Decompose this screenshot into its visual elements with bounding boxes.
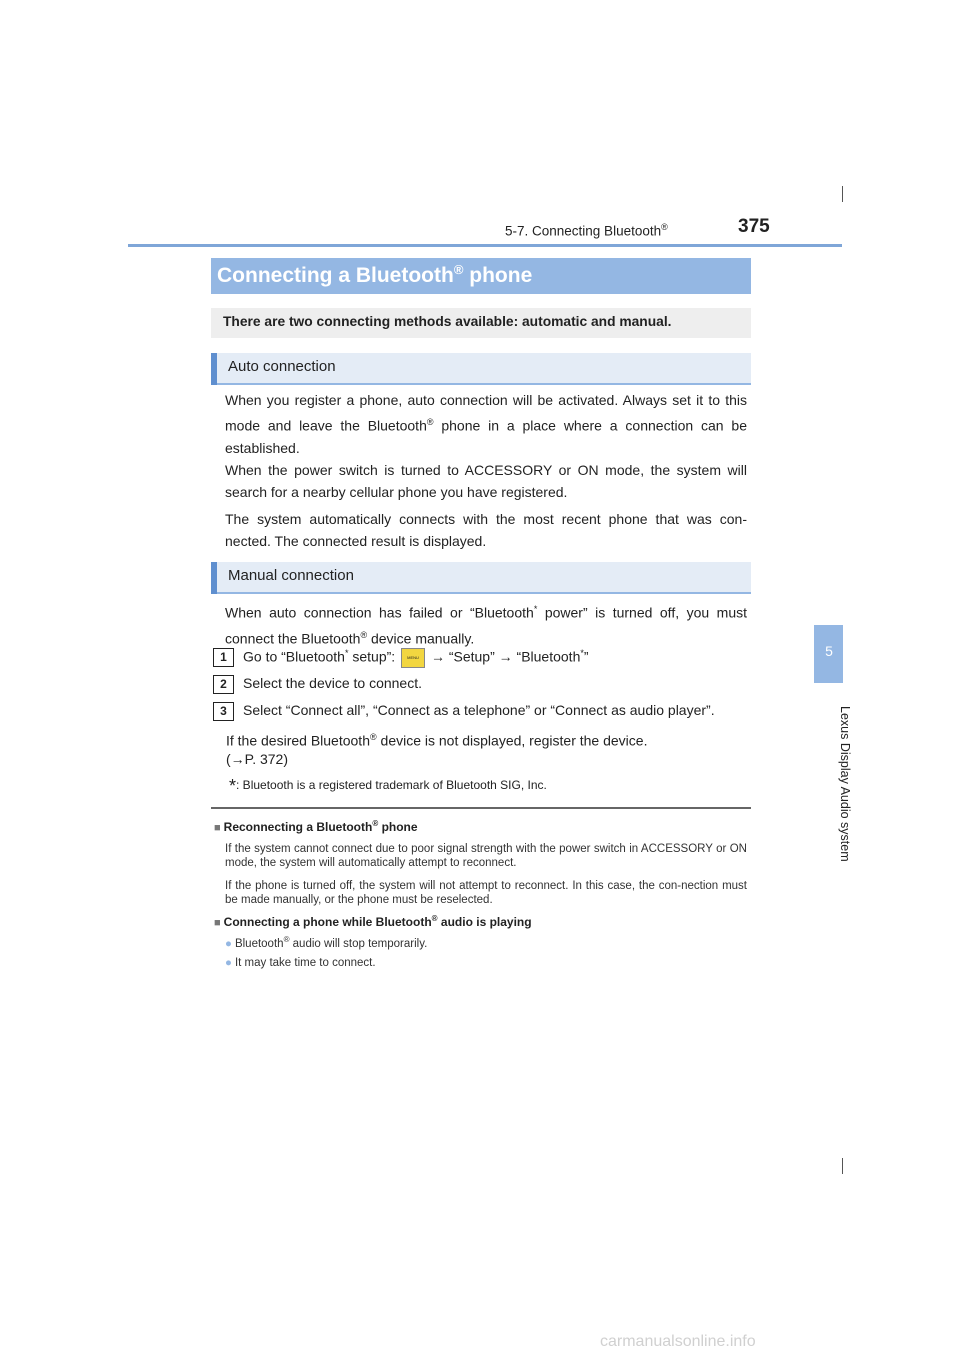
manual-connection-heading: Manual connection [228,567,354,584]
audio-heading: ■ Connecting a phone while Bluetooth® audio is playing [214,914,532,929]
page-number: 375 [738,216,770,237]
bullet-item-1: ● Bluetooth® audio will stop temporarily. [225,935,428,950]
section-divider [211,807,751,809]
step-number-1: 1 [213,648,234,667]
reconnect-para-2: If the phone is turned off, the system will not attempt to reconnect. In this case, the con-nection must be made manually, or the phone must be reselected. [225,880,747,906]
not-displayed-text: If the desired Bluetooth® device is not displayed, register the device. [226,732,648,749]
step-number-2: 2 [213,675,234,694]
reconnect-heading: ■ Reconnecting a Bluetooth® phone [214,819,418,834]
heading-accent [211,562,217,594]
auto-connection-heading: Auto connection [228,358,336,375]
auto-para-1: When you register a phone, auto connection will be activated. Always set it to this mode and leave the Bluetooth® phone in a place where a connection can be established. [225,392,747,456]
crop-mark-top [842,186,843,202]
page-reference-link[interactable]: (→P. 372) [226,751,288,767]
step-1-text: Go to “Bluetooth* setup”: MENU → “Setup” → “Bluetooth*” [243,648,589,668]
chapter-title: Lexus Display Audio system [838,706,852,862]
page-title: Connecting a Bluetooth® phone [217,262,533,287]
menu-button-icon: MENU [401,648,425,668]
step-2-text: Select the device to connect. [243,675,422,691]
footer-watermark: carmanualsonline.info [600,1333,756,1350]
crop-mark-bottom [842,1158,843,1174]
intro-text: There are two connecting methods available: automatic and manual. [223,314,672,329]
chapter-number: 5 [825,643,833,659]
auto-para-2: When the power switch is turned to ACCESSORY or ON mode, the system will search for a nearby cellular phone you have registered. [225,462,747,500]
auto-para-3: The system automatically connects with the most recent phone that was con-nected. The connected result is displayed. [225,511,747,549]
heading-accent [211,353,217,385]
step-number-3: 3 [213,702,234,721]
footnote: *: Bluetooth is a registered trademark of Bluetooth SIG, Inc. [229,776,547,796]
header-rule [128,244,842,247]
manual-para: When auto connection has failed or “Bluetooth* power” is turned off, you must connect the Bluetooth® device manually. [225,604,747,647]
section-label: 5-7. Connecting Bluetooth® [505,222,668,239]
bullet-item-2: ● It may take time to connect. [225,957,376,969]
reconnect-para-1: If the system cannot connect due to poor signal strength with the power switch in ACCESSORY or ON mode, the system will automatically attempt to reconnect. [225,843,747,869]
step-3-text: Select “Connect all”, “Connect as a telephone” or “Connect as audio player”. [243,702,715,718]
